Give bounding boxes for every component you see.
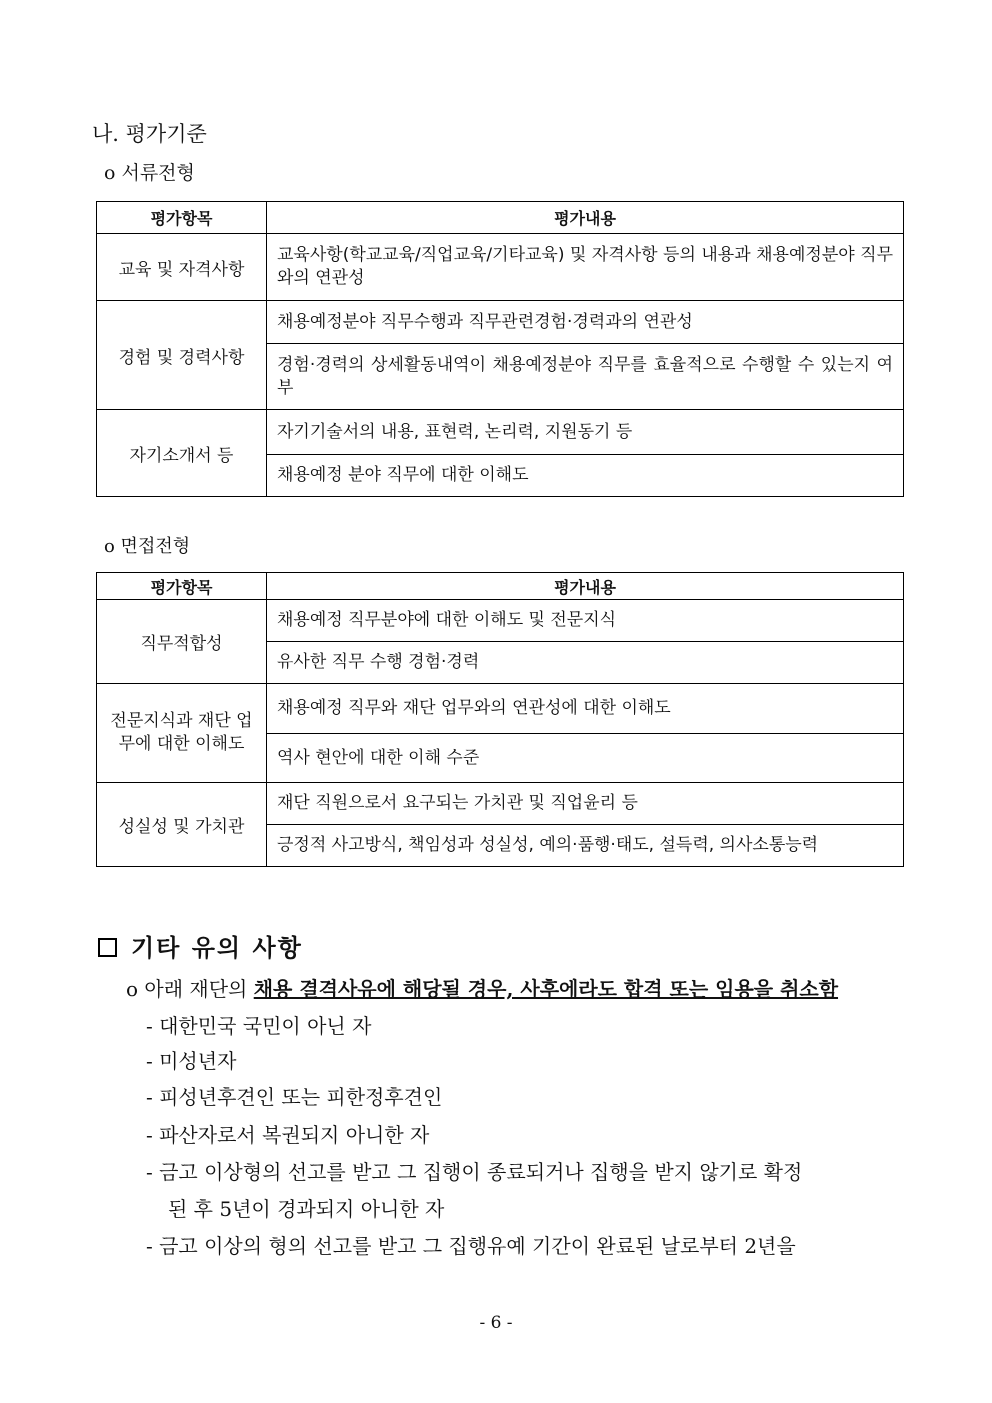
list-item: - 미성년자 [146,1049,237,1073]
row-category: 경험 및 경력사항 [97,301,267,410]
list-item: - 대한민국 국민이 아닌 자 [146,1014,372,1038]
row-item: 교육사항(학교교육/직업교육/기타교육) 및 자격사항 등의 내용과 채용예정분야 직무와의 연관성 [267,234,904,301]
interview-screening-title: o 면접전형 [104,536,191,557]
table-row [97,234,904,301]
list-item: - 피성년후견인 또는 피한정후견인 [146,1085,443,1109]
section-heading: 나. 평가기준 [92,122,207,146]
list-item: - 금고 이상의 형의 선고를 받고 그 집행유예 기간이 완료된 날로부터 2년을 [146,1234,796,1258]
notes-title-text: 기타 유의 사항 [131,934,303,962]
row-item: 유사한 직무 수행 경험·경력 [267,642,904,684]
document-screening-table [96,201,904,497]
table-row [97,684,904,734]
table-row [97,600,904,642]
list-item-continuation: 된 후 5년이 경과되지 아니한 자 [168,1197,445,1221]
row-item: 경험·경력의 상세활동내역이 채용예정분야 직무를 효율적으로 수행할 수 있는지 여부 [267,344,904,410]
row-category: 성실성 및 가치관 [97,783,267,867]
table-row [97,301,904,344]
notes-intro-emphasis: 채용 결격사유에 해당될 경우, 사후에라도 합격 또는 임용을 취소함 [253,977,839,1001]
list-item: - 금고 이상형의 선고를 받고 그 집행이 종료되거나 집행을 받지 않기로 확정 [146,1160,803,1184]
document-screening-title: o 서류전형 [104,162,195,184]
table-header-row [97,202,904,234]
notes-intro [126,973,838,1002]
page-number: - 6 - [479,1313,513,1333]
header-category: 평가항목 [97,573,267,600]
header-category: 평가항목 [97,202,267,234]
row-item: 채용예정분야 직무수행과 직무관련경험·경력과의 연관성 [267,301,904,344]
interview-screening-table [96,572,904,867]
list-item: - 파산자로서 복권되지 아니한 자 [146,1123,430,1147]
row-item: 긍정적 사고방식, 책임성과 성실성, 예의·품행·태도, 설득력, 의사소통능력 [267,825,904,867]
row-item: 채용예정 직무분야에 대한 이해도 및 전문지식 [267,600,904,642]
row-item: 역사 현안에 대한 이해 수준 [267,734,904,783]
row-category: 직무적합성 [97,600,267,684]
header-content: 평가내용 [267,202,904,234]
row-category: 자기소개서 등 [97,410,267,497]
table-row [97,783,904,825]
row-item: 채용예정 분야 직무에 대한 이해도 [267,455,904,497]
checkbox-square-icon [98,938,117,957]
table-header-row [97,573,904,600]
row-category: 전문지식과 재단 업무에 대한 이해도 [97,684,267,783]
notes-section-title [98,928,303,963]
row-item: 재단 직원으로서 요구되는 가치관 및 직업윤리 등 [267,783,904,825]
row-item: 채용예정 직무와 재단 업무와의 연관성에 대한 이해도 [267,684,904,734]
row-category: 교육 및 자격사항 [97,234,267,301]
notes-intro-prefix: o 아래 재단의 [126,977,254,1001]
header-content: 평가내용 [267,573,904,600]
table-row [97,410,904,455]
row-item: 자기기술서의 내용, 표현력, 논리력, 지원동기 등 [267,410,904,455]
